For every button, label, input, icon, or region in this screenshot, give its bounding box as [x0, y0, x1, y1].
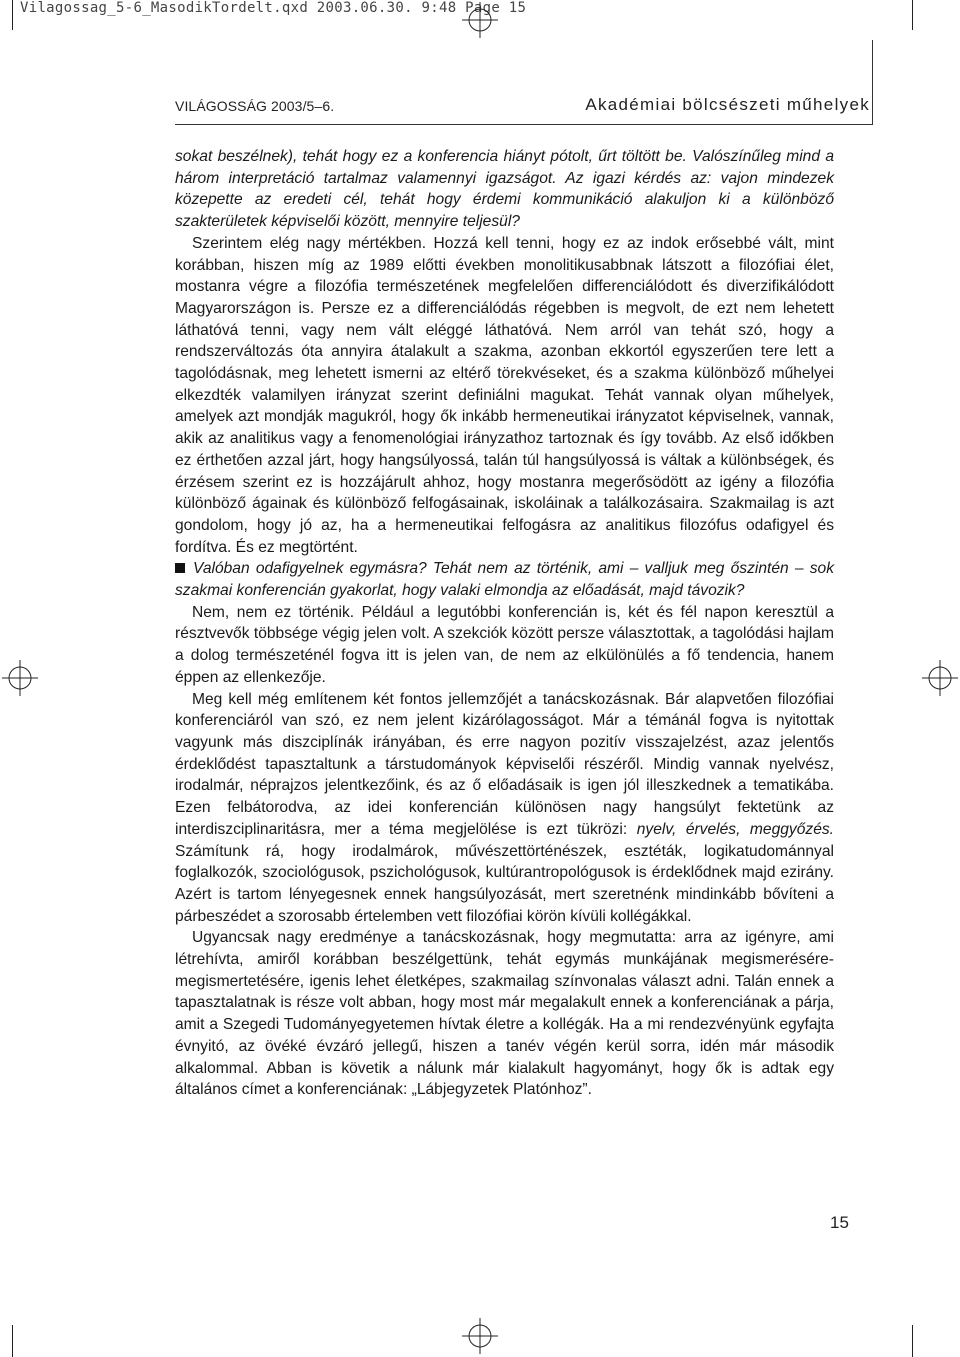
running-header-section: Akadémiai bölcsészeti műhelyek — [585, 95, 870, 114]
crop-mark-top-left — [12, 0, 13, 30]
question-square-icon — [175, 563, 185, 573]
question-paragraph — [175, 558, 834, 601]
registration-mark-top — [462, 2, 498, 38]
registration-mark-left — [2, 660, 38, 696]
question-text: Valóban odafigyelnek egymásra? Tehát nem az történik, ami – valljuk meg őszintén – sok szakmai konferencián gyakorlat, hogy valaki elmondja az előadását, majd távozik? — [175, 560, 834, 600]
answer-text: Meg kell még említenem két fontos jellemzőjét a tanácskozásnak. Bár alapvetően filozófiai konferenciáról van szó, ez nem jelent kizárólagosságot. Már a témánál fogva is nyitottak vagyunk más diszciplínák irányában, és erre nagyon pozitív visszajelzést, azaz jelentős érdeklődést tapasztaltunk a társtudományok képviselői részéről. Mindig vannak nyelvész, irodalmár, néprajzos jelentkezőink, és az ő előadásaik is igen jól illeszkednek a tematikába. Ezen felbátorodva, az idei konferencián különösen nagy hangsúlyt fektetünk az interdiszciplinaritásra, mer a téma megjelölése is ezt tükrözi: — [175, 690, 834, 838]
printer-slug: Vilagossag_5-6_MasodikTordelt.qxd 2003.06.30. 9:48 Page 15 — [20, 0, 527, 16]
crop-mark-top-right — [912, 0, 913, 30]
answer-paragraph: Szerintem elég nagy mértékben. Hozzá kell tenni, hogy ez az indok erősebbé vált, mint korábban, hiszen míg az 1989 előtti években monolitikusabbnak látszott a filozófiai élet, mostanra végre a filozófia természetének megfelelően differenciálódott és diverzifikálódott Magyarországon is. Persze ez a differenciálódás régebben is megvolt, de ezt nem lehetett láthatóvá tenni, vagy nem vált eléggé láthatóvá. Nem arról van tehát szó, hogy a rendszerváltozás óta annyira átalakult a szakma, azonban ekkortól egyszerűen tere lett a tagolódásnak, meg lehetett ismerni az eltérő törekvéseket, és a szakma különböző műhelyei elkezdték valamilyen irányzat szerint definiálni magukat. Tehát vannak olyan műhelyek, amelyek azt mondják magukról, hogy ők inkább hermeneutikai irányzatot képviselnek, vannak, akik az analitikus vagy a fenomenológiai irányzathoz tartoznak és így tovább. Az első időkben ez érthetően azzal járt, hogy hangsúlyossá, talán túl hangsúlyossá is váltak a különbségek, és érzésem szerint ez is hozzájárult ahhoz, hogy mostanra megerősödött az igény a filozófia különböző ágainak és különböző felfogásainak, iskoláinak a találkozásaira. Szakmailag is azt gondolom, hogy jó az, ha a hermeneutikai felfogásra az analitikus filozófus odafigyel és fordítva. És ez megtörtént. — [175, 234, 834, 556]
crop-mark-bottom-right — [912, 1325, 913, 1357]
crop-mark-bottom-left — [12, 1325, 13, 1357]
conference-theme: nyelv, érvelés, meggyőzés. — [636, 820, 835, 838]
page-number: 15 — [830, 1213, 849, 1232]
answer-paragraph — [175, 689, 834, 928]
header-rule — [175, 124, 873, 125]
answer-paragraph: Nem, nem ez történik. Például a legutóbbi konferencián is, két és fél napon keresztül a résztvevők többsége végig jelen volt. A szekciók között persze választottak, a tagolódási hajlam a dolog természeténél fogva itt is jelen van, de nem az elkülönülés a fő tendencia, hanem éppen az ellenkezője. — [175, 603, 834, 686]
article-body — [175, 146, 834, 1101]
answer-text: Számítunk rá, hogy irodalmárok, művészettörténészek, esztéták, logikatudománnyal foglalkozók, szociológusok, pszichológusok, kultúrantropológusok is érdeklődnek majd ezirány. Azért is tartom lényegesnek ennek hangsúlyozását, mert szeretnénk mindinkább bővíteni a párbeszédet a szorosabb értelemben vett filozófiai körön kívüli kollégákkal. — [175, 842, 834, 925]
answer-paragraph: Ugyancsak nagy eredménye a tanácskozásnak, hogy megmutatta: arra az igényre, ami létrehívta, amiről korábban beszélgettünk, tehát egymás munkájának megismerésére-megismertetésére, igenis lehet életképes, szakmailag színvonalas választ adni. Talán ennek a tapasztalatnak is része volt abban, hogy most már megalakult ennek a konferenciának a párja, amit a Szegedi Tudományegyetemen hívtak életre a kollégák. Ha a mi rendezvényünk egyfajta évnyitó, az övéké évzáró jellegű, hiszen a tanév végén kerül sorra, idén már második alkalommal. Abban is követik a nálunk már kialakult hagyományt, hogy ők is adtak egy általános címet a konferenciának: „Lábjegyzetek Platónhoz”. — [175, 929, 834, 1099]
registration-mark-right — [922, 660, 958, 696]
header-rule-corner — [872, 40, 873, 125]
running-header-journal: VILÁGOSSÁG 2003/5–6. — [175, 98, 335, 114]
question-paragraph: sokat beszélnek), tehát hogy ez a konferencia hiányt pótolt, űrt töltött be. Valószínűleg mind a három interpretáció tartalmaz valamennyi igazságot. Az igazi kérdés az: vajon mindezek közepette az eredeti cél, tehát hogy érdemi kommunikáció alakuljon ki a különböző szakterületek képviselői között, mennyire teljesül? — [175, 148, 834, 231]
registration-mark-bottom — [462, 1318, 498, 1354]
